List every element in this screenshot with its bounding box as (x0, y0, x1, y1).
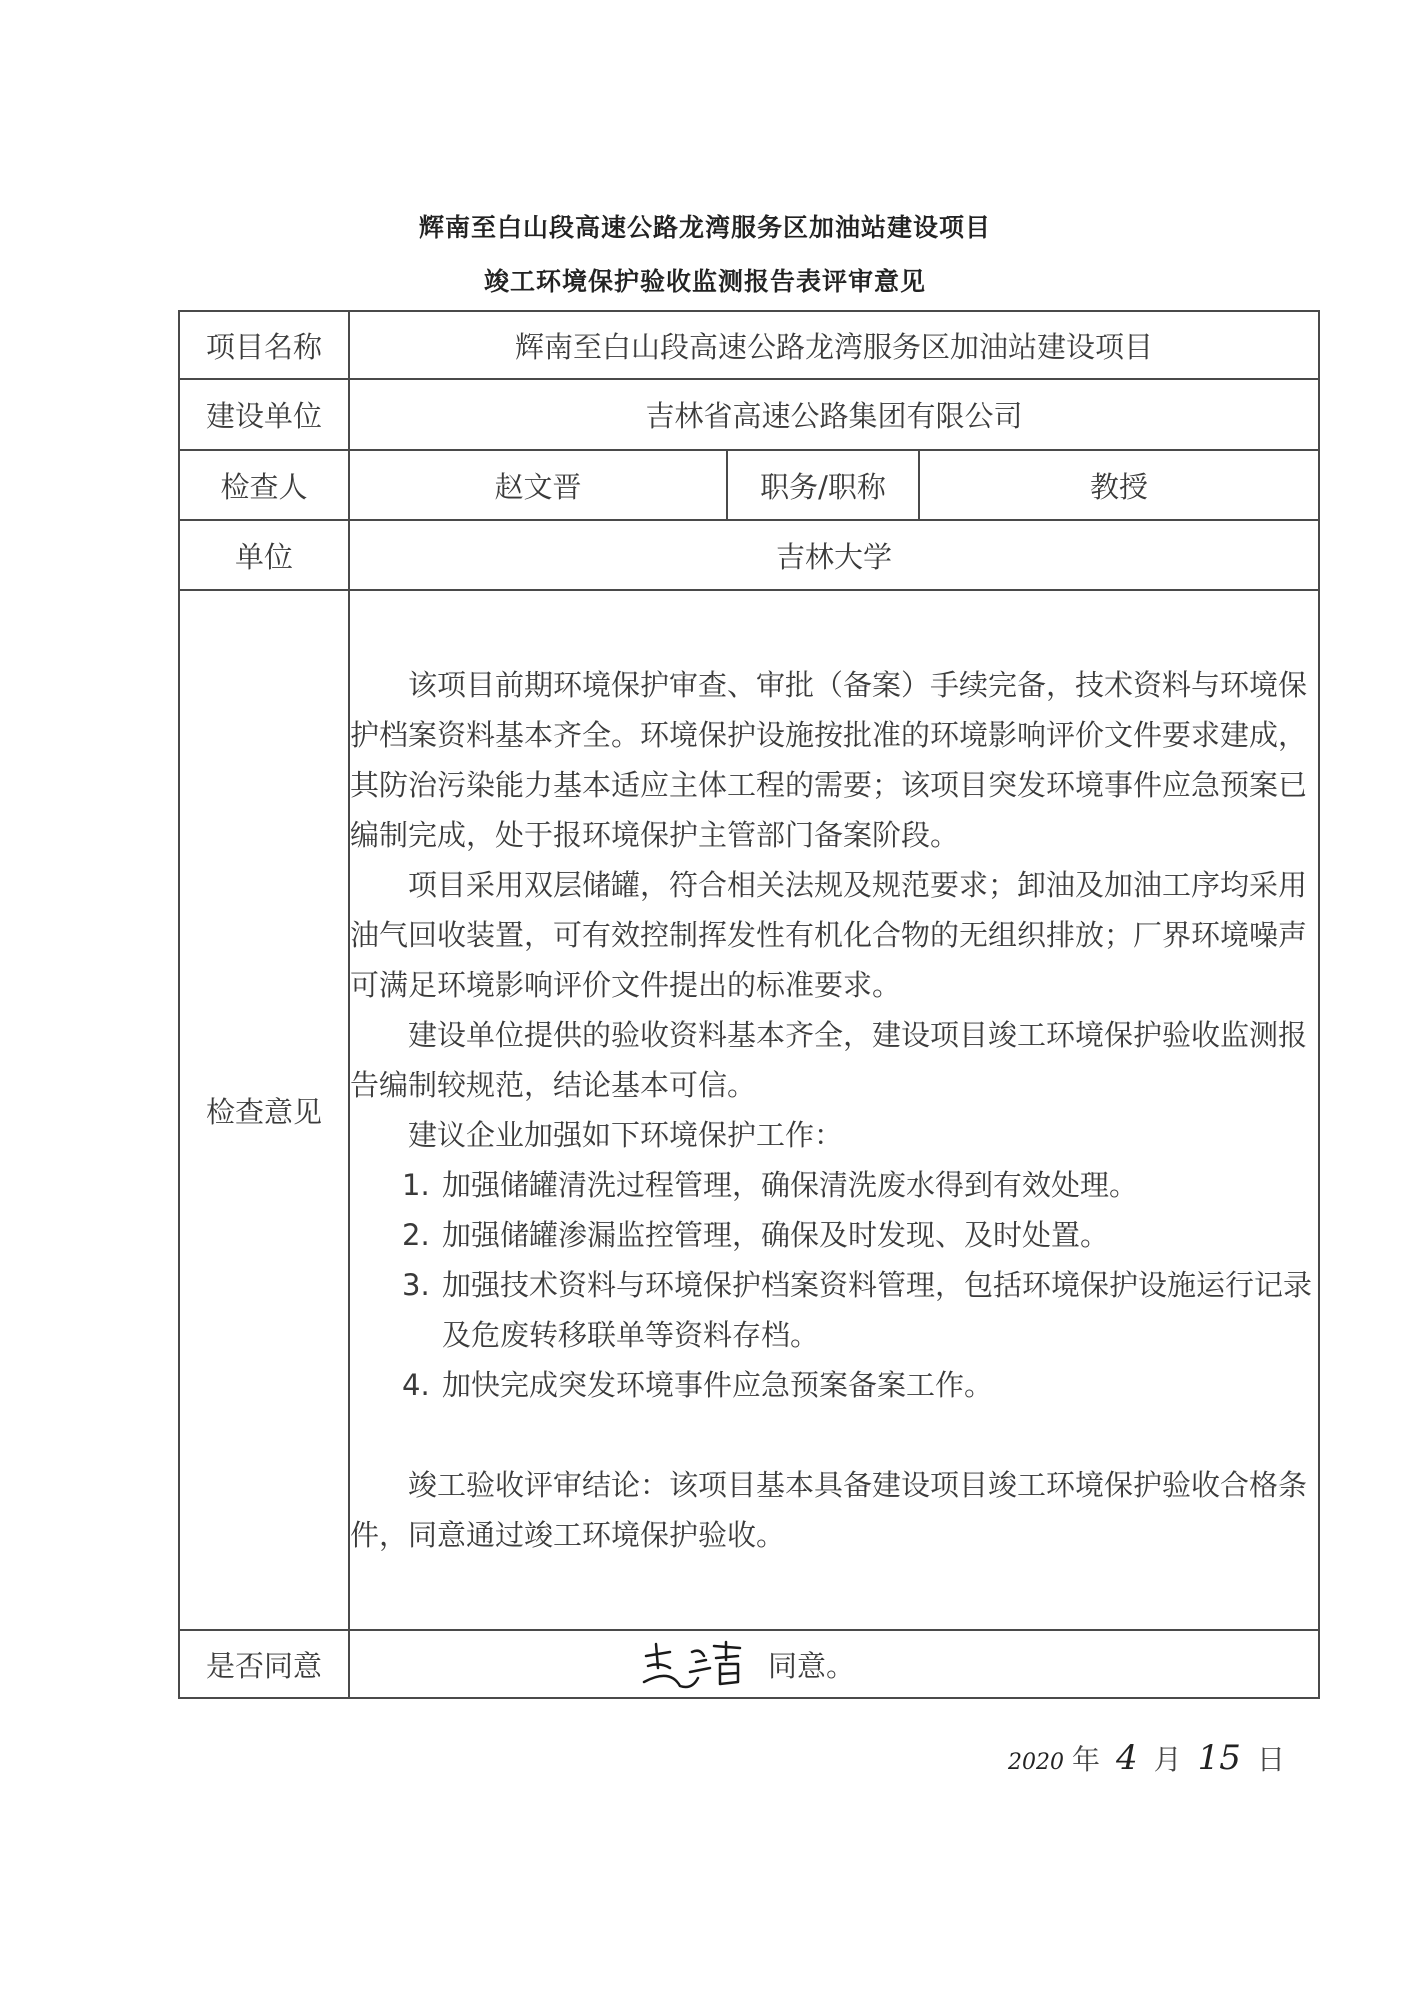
date-year-char: 年 (1072, 1743, 1101, 1776)
review-table (178, 310, 1320, 1699)
builder-label: 建设单位 (179, 379, 349, 450)
row-opinion (179, 590, 1319, 1630)
suggestion-text: 加强储罐清洗过程管理，确保清洗废水得到有效处理。 (442, 1168, 1139, 1202)
row-unit (179, 520, 1319, 590)
date-day: 15 (1197, 1738, 1241, 1778)
date-day-char: 日 (1256, 1743, 1285, 1776)
suggestion-number: 4. (402, 1368, 430, 1402)
row-agree (179, 1630, 1319, 1698)
review-conclusion: 竣工验收评审结论：该项目基本具备建设项目竣工环境保护验收合格条件，同意通过竣工环境保护验收。 (350, 1468, 1308, 1552)
agree-cell (349, 1630, 1319, 1698)
opinion-label: 检查意见 (179, 590, 349, 1630)
builder-value: 吉林省高速公路集团有限公司 (349, 379, 1319, 450)
agree-label: 是否同意 (179, 1630, 349, 1698)
opinion-paragraph: 该项目前期环境保护审查、审批（备案）手续完备，技术资料与环境保护档案资料基本齐全。环境保护设施按批准的环境影响评价文件要求建成，其防治污染能力基本适应主体工程的需要；该项目突发环境事件应急预案已编制完成，处于报环境保护主管部门备案阶段。 (350, 668, 1308, 852)
suggestion-item (350, 1210, 1318, 1260)
inspector-label: 检查人 (179, 450, 349, 520)
handwritten-signature (640, 1638, 750, 1690)
opinion-paragraph: 项目采用双层储罐，符合相关法规及规范要求；卸油及加油工序均采用油气回收装置，可有效控制挥发性有机化合物的无组织排放；厂界环境噪声可满足环境影响评价文件提出的标准要求。 (350, 868, 1308, 1002)
suggestion-text: 加强储罐渗漏监控管理，确保及时发现、及时处置。 (442, 1218, 1110, 1252)
position-label: 职务/职称 (727, 450, 919, 520)
suggestion-number: 1. (402, 1168, 430, 1202)
inspector-value: 赵文晋 (349, 450, 727, 520)
suggestion-text: 加强技术资料与环境保护档案资料管理，包括环境保护设施运行记录及危废转移联单等资料存档。 (442, 1268, 1313, 1352)
sign-date (1008, 1738, 1287, 1778)
project-name-label: 项目名称 (179, 311, 349, 379)
date-month: 4 (1116, 1738, 1138, 1778)
suggestion-number: 3. (402, 1268, 430, 1302)
suggestion-item (350, 1360, 1318, 1410)
suggestion-item (350, 1260, 1318, 1360)
agree-value: 同意。 (768, 1648, 856, 1683)
project-name-value: 辉南至白山段高速公路龙湾服务区加油站建设项目 (349, 311, 1319, 379)
unit-label: 单位 (179, 520, 349, 590)
document-title-line2: 竣工环境保护验收监测报告表评审意见 (483, 267, 926, 296)
suggestion-item (350, 1160, 1318, 1210)
document-title-line1: 辉南至白山段高速公路龙湾服务区加油站建设项目 (418, 213, 991, 242)
row-inspector (179, 450, 1319, 520)
row-project-name (179, 311, 1319, 379)
unit-value: 吉林大学 (349, 520, 1319, 590)
date-month-char: 月 (1153, 1743, 1182, 1776)
row-builder (179, 379, 1319, 450)
date-year: 2020 (1008, 1750, 1064, 1775)
opinion-paragraph: 建设单位提供的验收资料基本齐全，建设项目竣工环境保护验收监测报告编制较规范，结论基本可信。 (350, 1018, 1308, 1102)
suggestion-number: 2. (402, 1218, 430, 1252)
opinion-content (349, 590, 1319, 1630)
suggestion-text: 加快完成突发环境事件应急预案备案工作。 (442, 1368, 994, 1402)
position-value: 教授 (919, 450, 1319, 520)
opinion-paragraph: 建议企业加强如下环境保护工作： (408, 1118, 844, 1152)
